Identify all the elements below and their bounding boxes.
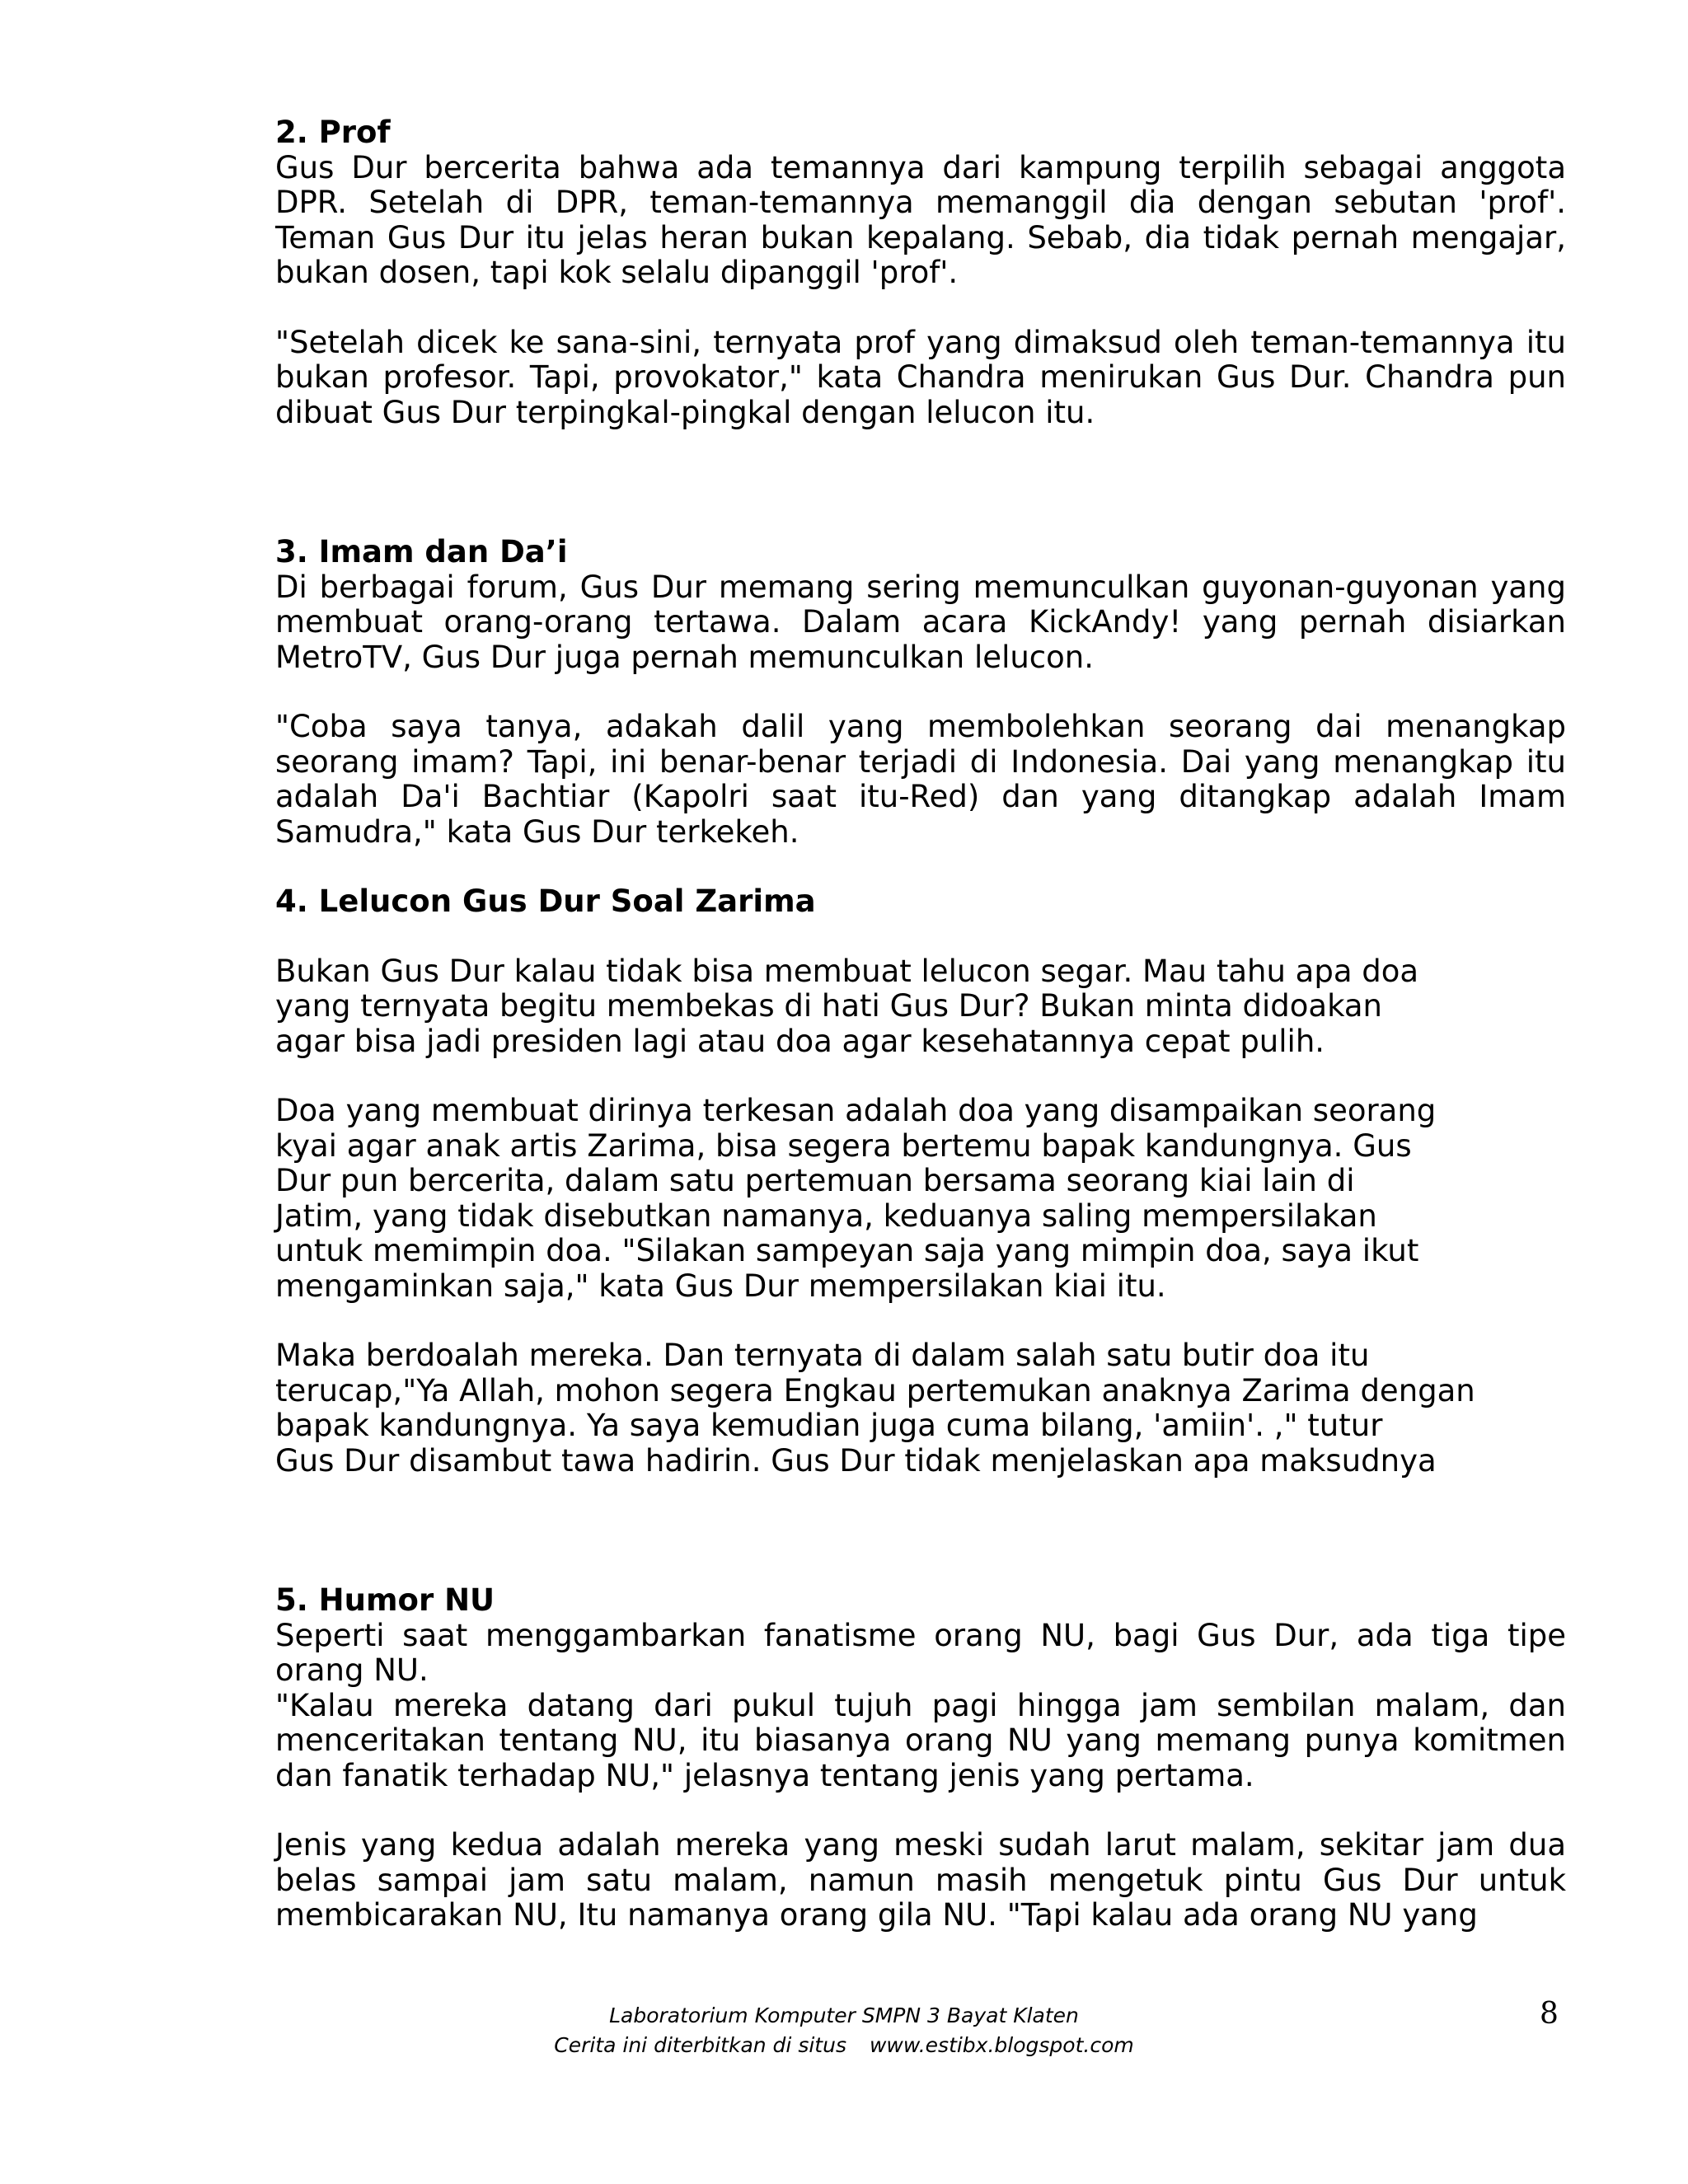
section-zarima-paragraph-2 — [275, 1094, 1566, 1304]
section-prof-paragraph-1: Gus Dur bercerita bahwa ada temannya dari kampung terpilih sebagai anggota DPR. Setelah di DPR, teman-temannya memanggil dia dengan sebutan 'prof'. Teman Gus Dur itu jelas heran bukan kepalang. Sebab, dia tidak pernah mengajar, bukan dosen, tapi kok selalu dipanggil 'prof'. — [275, 149, 1566, 290]
section-title-humor-nu: 5. Humor NU — [275, 1582, 495, 1618]
paragraph-line: kyai agar anak artis Zarima, bisa segera bertemu bapak kandungnya. Gus — [275, 1127, 1412, 1164]
section-zarima-paragraph-3 — [275, 1338, 1566, 1479]
paragraph-line: Gus Dur disambut tawa hadirin. Gus Dur tidak menjelaskan apa maksudnya — [275, 1442, 1437, 1479]
footer-lab-name: Laboratorium Komputer SMPN 3 Bayat Klaten — [609, 2004, 1079, 2027]
paragraph-line: Bukan Gus Dur kalau tidak bisa membuat lelucon segar. Mau tahu apa doa — [275, 953, 1419, 989]
paragraph-line: Doa yang membuat dirinya terkesan adalah doa yang disampaikan seorang — [275, 1093, 1437, 1128]
paragraph-line: agar bisa jadi presiden lagi atau doa agar kesehatannya cepat pulih. — [275, 1023, 1325, 1059]
section-humor-nu-paragraph-2: "Kalau mereka datang dari pukul tujuh pagi hingga jam sembilan malam, dan menceritakan tentang NU, itu biasanya orang NU yang memang punya komitmen dan fanatik terhadap NU," jelasnya tentang jenis yang pertama. — [275, 1687, 1566, 1793]
footer-site-link[interactable]: www.estibx.blogspot.com — [869, 2033, 1134, 2057]
paragraph-line: Maka berdoalah mereka. Dan ternyata di dalam salah satu butir doa itu — [275, 1338, 1370, 1373]
section-title-imam: 3. Imam dan Da’i — [275, 534, 568, 569]
page-number: 8 — [1540, 1997, 1559, 2031]
section-imam-paragraph-1: Di berbagai forum, Gus Dur memang sering memunculkan guyonan-guyonan yang membuat orang-orang tertawa. Dalam acara KickAndy! yang pernah disiarkan MetroTV, Gus Dur juga pernah memunculkan lelucon. — [275, 569, 1566, 675]
section-humor-nu-paragraph-3: Jenis yang kedua adalah mereka yang meski sudah larut malam, sekitar jam dua belas sampai jam satu malam, namun masih mengetuk pintu Gus Dur untuk membicarakan NU, Itu namanya orang gila NU. "Tapi kalau ada orang NU yang — [275, 1827, 1566, 1933]
paragraph-line: yang ternyata begitu membekas di hati Gus Dur? Bukan minta didoakan — [275, 988, 1382, 1024]
paragraph-line: terucap,"Ya Allah, mohon segera Engkau pertemukan anaknya Zarima dengan — [275, 1372, 1475, 1408]
section-prof-paragraph-2: "Setelah dicek ke sana-sini, ternyata prof yang dimaksud oleh teman-temannya itu bukan profesor. Tapi, provokator," kata Chandra menirukan Gus Dur. Chandra pun dibuat Gus Dur terpingkal-pingkal dengan lelucon itu. — [275, 324, 1566, 430]
section-zarima-paragraph-1 — [275, 954, 1566, 1060]
paragraph-line: mengaminkan saja," kata Gus Dur mempersilakan kiai itu. — [275, 1268, 1166, 1304]
footer-publish-text: Cerita ini diterbitkan di situs — [554, 2033, 846, 2057]
paragraph-line: bapak kandungnya. Ya saya kemudian juga cuma bilang, 'amiin'. ," tutur — [275, 1408, 1383, 1443]
footer-publish-line — [0, 2031, 1688, 2060]
section-title-prof: 2. Prof — [275, 115, 391, 150]
paragraph-line: Jatim, yang tidak disebutkan namanya, keduanya saling mempersilakan — [275, 1197, 1377, 1234]
section-imam-paragraph-2: "Coba saya tanya, adakah dalil yang membolehkan seorang dai menangkap seorang imam? Tapi, ini benar-benar terjadi di Indonesia. Dai yang menangkap itu adalah Da'i Bachtiar (Kapolri saat itu-Red) dan yang ditangkap adalah Imam Samudra," kata Gus Dur terkekeh. — [275, 709, 1566, 850]
paragraph-line: Dur pun bercerita, dalam satu pertemuan bersama seorang kiai lain di — [275, 1163, 1355, 1198]
page-body — [275, 115, 1566, 1933]
page-footer — [0, 2001, 1688, 2060]
section-title-zarima: 4. Lelucon Gus Dur Soal Zarima — [275, 883, 816, 919]
section-humor-nu-paragraph-1: Seperti saat menggambarkan fanatisme orang NU, bagi Gus Dur, ada tiga tipe orang NU. — [275, 1617, 1566, 1688]
paragraph-line: untuk memimpin doa. "Silakan sampeyan saja yang mimpin doa, saya ikut — [275, 1233, 1419, 1268]
